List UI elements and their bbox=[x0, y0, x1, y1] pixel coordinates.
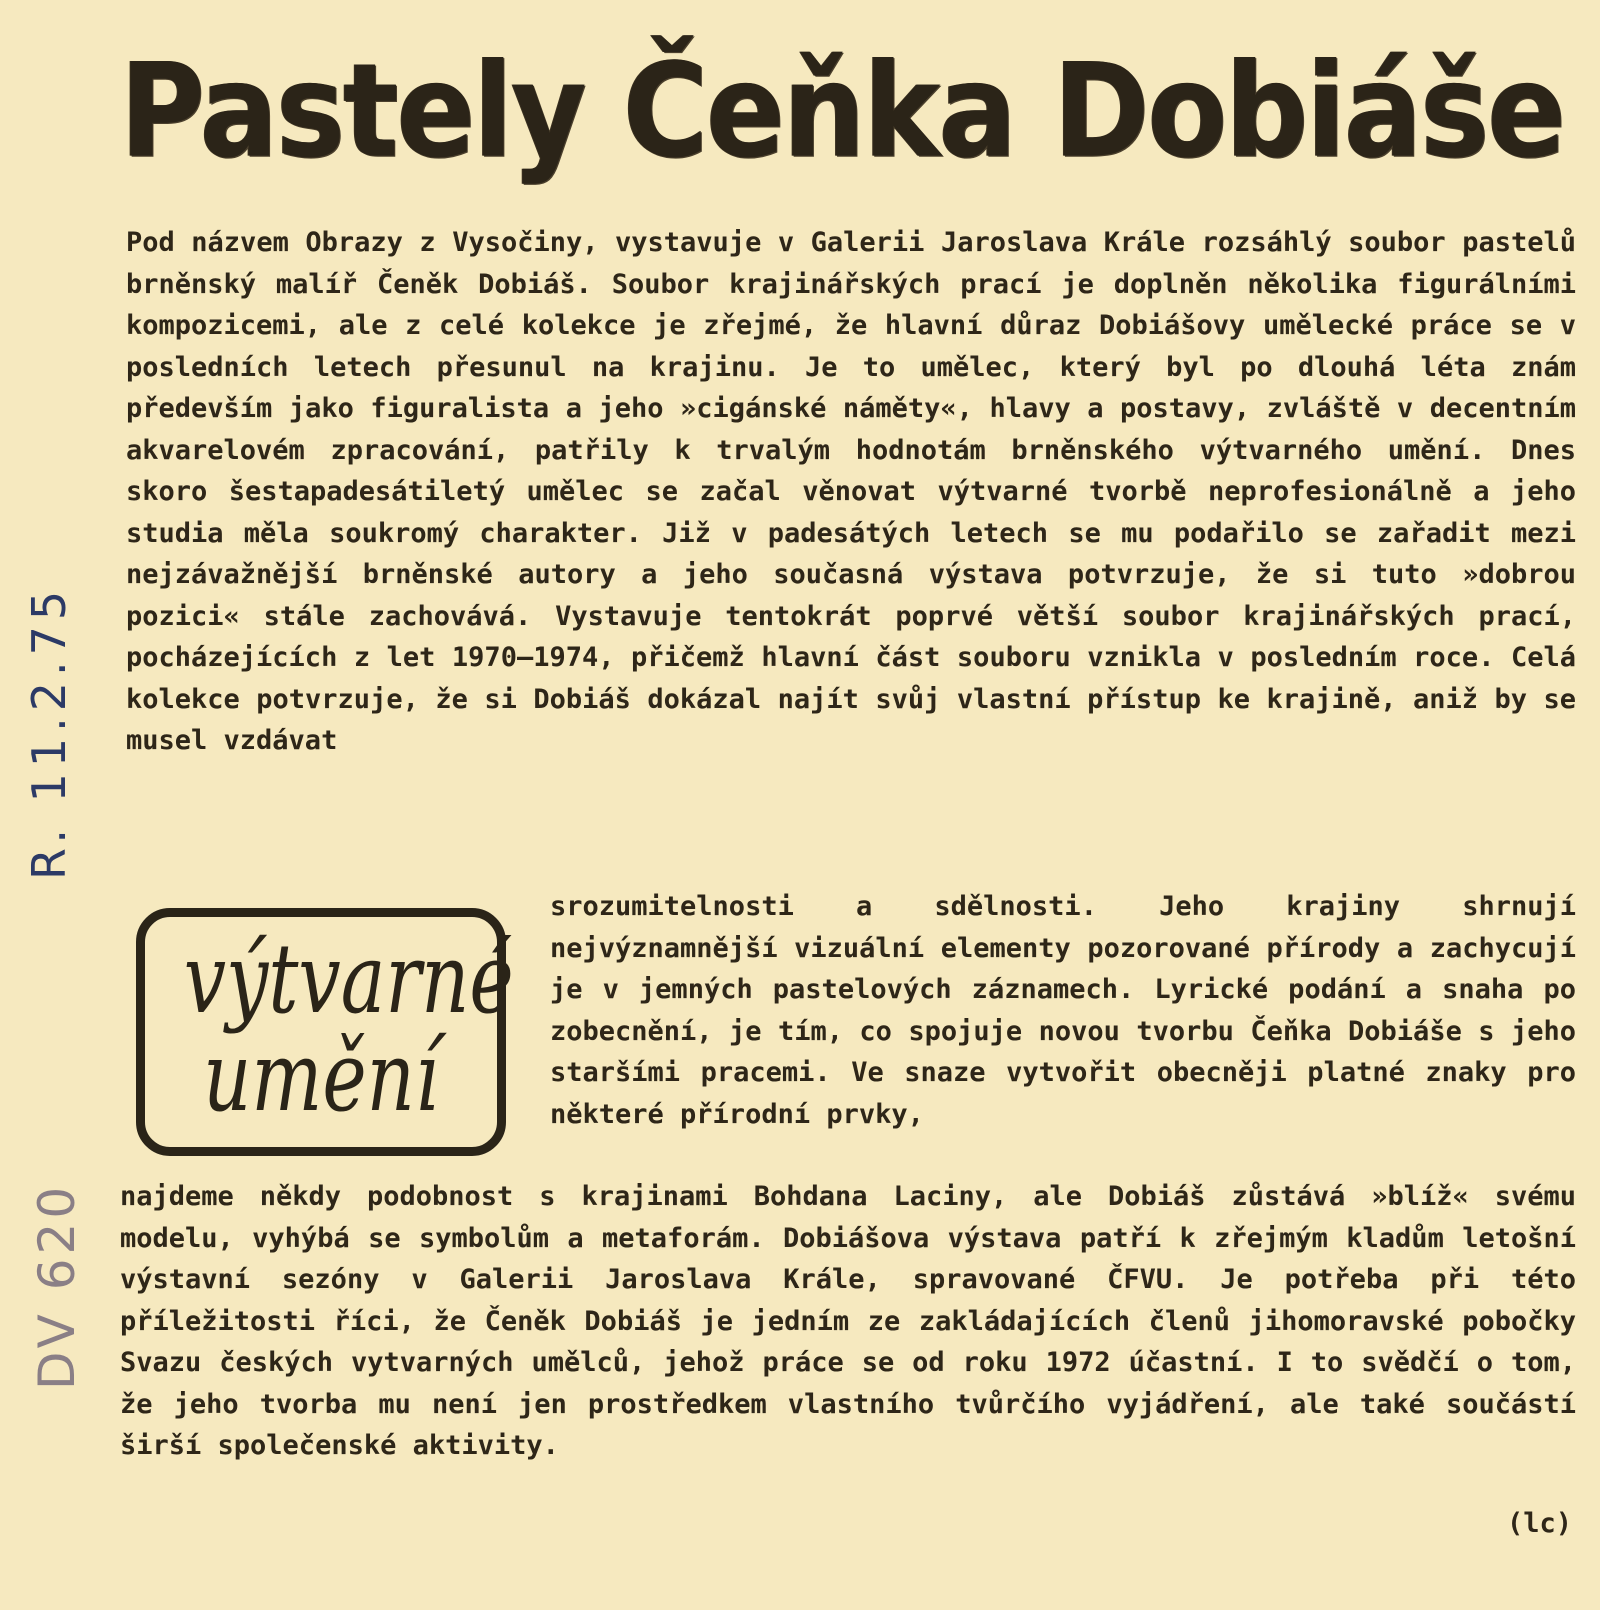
section-logo-line1: výtvarné bbox=[183, 923, 514, 1035]
article-paragraph-bottom: najdeme někdy podobnost s krajinami Bohdana Laciny, ale Dobiáš zůstává »blíž« svému modelu, vyhýbá se symbolům a metaforám. Dobiášova výstava patří k zřejmým kladům letošní výstavní sezóny v Galerii Jaroslava Krále, spravované ČFVU. Je potřeba při této příležitosti říci, že Čeněk Dobiáš je jedním ze zakládajících členů jihomoravské pobočky Svazu českých vytvarných umělců, jehož práce se od roku 1972 účastní. I to svědčí o tom, že jeho tvorba mu není jen prostředkem vlastního tvůrčího vyjádření, ale také součástí širší společenské aktivity. bbox=[120, 1181, 1576, 1461]
section-logo bbox=[136, 908, 514, 1156]
handwritten-date: R. 11.2.75 bbox=[22, 584, 76, 880]
article-paragraph-top: Pod názvem Obrazy z Vysočiny, vystavuje v Galerii Jaroslava Krále rozsáhlý soubor pastelů brněnský malíř Čeněk Dobiáš. Soubor krajinářských prací je doplněn několika figurálními kompozicemi, ale z celé kolekce je zřejmé, že hlavní důraz Dobiášovy umělecké práce se v posledních letech přesunul na krajinu. Je to umělec, který byl po dlouhá léta znám především jako figuralista a jeho »cigánské náměty«, hlavy a postavy, zvláště v decentním akvarelovém zpracování, patřily k trvalým hodnotám brněnského výtvarného umění. Dnes skoro šestapadesátiletý umělec se začal věnovat výtvarné tvorbě neprofesionálně a jeho studia měla soukromý charakter. Již v padesátých letech se mu podařilo se zařadit mezi nejzávažnější brněnské autory a jeho současná výstava potvrzuje, že si tuto »dobrou pozici« stále zachovává. Vystavuje tentokrát poprvé větší soubor krajinářských prací, pocházejících z let 1970—1974, přičemž hlavní část souboru vznikla v posledním roce. Celá kolekce potvrzuje, že si Dobiáš dokázal najít svůj vlastní přístup ke krajině, aniž by se musel vzdávat bbox=[126, 227, 1576, 756]
author-signature: (lc) bbox=[1506, 1508, 1572, 1539]
article-headline: Pastely Čeňka Dobiáše bbox=[120, 35, 1565, 188]
article-paragraph-side: srozumitelnosti a sdělnosti. Jeho krajiny shrnují nejvýznamnější vizuální elementy pozorované přírody a zachycují je v jemných pastelových záznamech. Lyrické podání a snaha po zobecnění, je tím, co spojuje novou tvorbu Čeňka Dobiáše s jeho staršími pracemi. Ve snaze vytvořit obecněji platné znaky pro některé přírodní prvky, bbox=[550, 891, 1576, 1130]
section-logo-line2: umění bbox=[203, 1021, 439, 1133]
handwritten-reference: DV 620 bbox=[28, 1182, 86, 1390]
